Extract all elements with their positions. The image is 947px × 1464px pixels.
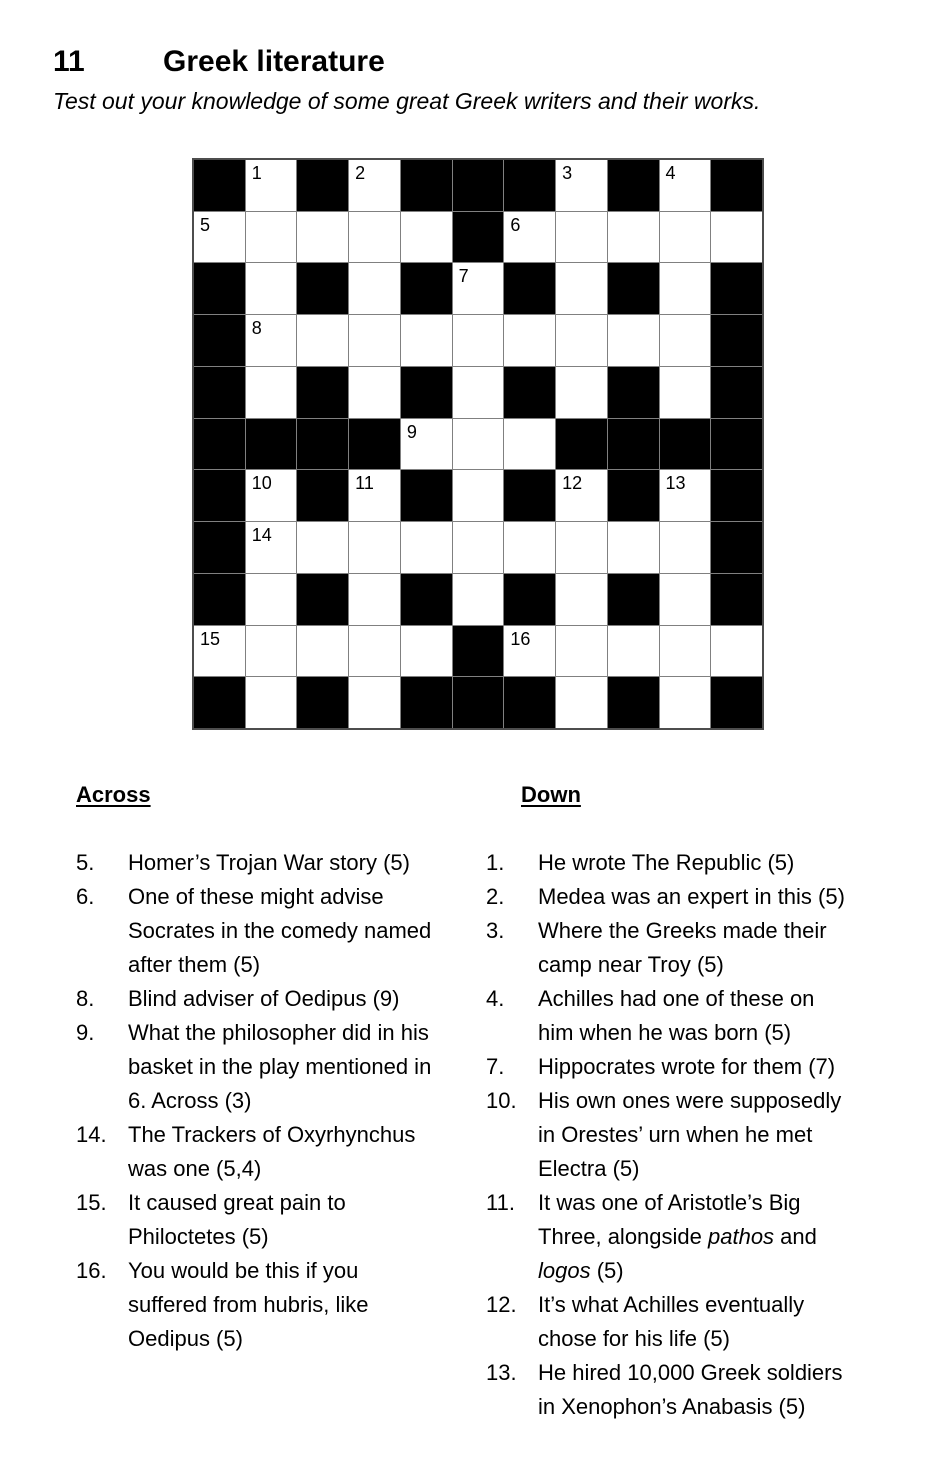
grid-cell[interactable] xyxy=(556,212,607,263)
grid-cell-black xyxy=(453,626,504,677)
clue-number: 1. xyxy=(486,850,505,875)
grid-cell-black xyxy=(608,574,659,625)
grid-cell[interactable] xyxy=(349,160,400,211)
grid-cell[interactable] xyxy=(556,574,607,625)
grid-cell[interactable] xyxy=(504,212,555,263)
grid-cell-black xyxy=(194,574,245,625)
grid-cell-black xyxy=(194,160,245,211)
clue-across-16 xyxy=(76,1254,431,1356)
grid-cell[interactable] xyxy=(711,626,762,677)
grid-cell-black xyxy=(660,419,711,470)
grid-cell-black xyxy=(711,574,762,625)
clue-text: Medea was an expert in this (5) xyxy=(538,884,845,909)
grid-cell-black xyxy=(401,470,452,521)
clue-text: Achilles had one of these on him when he was born (5) xyxy=(538,986,815,1045)
cell-number: 12 xyxy=(562,473,583,494)
cell-number: 1 xyxy=(251,163,262,183)
grid-cell[interactable] xyxy=(349,677,400,728)
page-subtitle: Test out your knowledge of some great Greek writers and their works. xyxy=(53,88,761,114)
grid-cell-black xyxy=(608,160,659,211)
grid-cell-black xyxy=(556,419,607,470)
clue-text: It caused great pain to Philoctetes (5) xyxy=(128,1190,346,1249)
clue-number: 11. xyxy=(486,1190,515,1215)
grid-cell-black xyxy=(194,419,245,470)
grid-cell[interactable] xyxy=(246,212,297,263)
grid-cell-black xyxy=(297,470,348,521)
grid-cell-black xyxy=(349,419,400,470)
grid-cell[interactable] xyxy=(608,212,659,263)
clue-across-15 xyxy=(76,1186,431,1254)
grid-cell[interactable] xyxy=(504,419,555,470)
clue-number: 8. xyxy=(76,986,95,1011)
clue-number: 15. xyxy=(76,1190,107,1215)
clue-number: 16. xyxy=(76,1258,107,1283)
clue-down-2 xyxy=(486,880,845,914)
grid-cell[interactable] xyxy=(504,522,555,573)
clue-down-3 xyxy=(486,914,845,982)
cell-number: 7 xyxy=(458,266,469,287)
clue-down-4 xyxy=(486,982,845,1050)
clue-text: You would be this if you suffered from hubris, like Oedipus (5) xyxy=(128,1258,369,1351)
clue-text: He wrote The Republic (5) xyxy=(538,850,795,875)
grid-cell[interactable] xyxy=(556,263,607,314)
grid-cell[interactable] xyxy=(453,470,504,521)
grid-cell[interactable] xyxy=(711,212,762,263)
clue-down-12 xyxy=(486,1288,845,1356)
grid-cell[interactable] xyxy=(246,522,297,573)
clue-down-11 xyxy=(486,1186,845,1288)
cell-number: 16 xyxy=(510,628,531,649)
grid-cell[interactable] xyxy=(660,574,711,625)
down-clues-section xyxy=(486,778,845,1424)
grid-cell-black xyxy=(453,160,504,211)
grid-cell[interactable] xyxy=(246,677,297,728)
grid-cell[interactable] xyxy=(608,315,659,366)
grid-cell[interactable] xyxy=(246,160,297,211)
grid-cell[interactable] xyxy=(297,212,348,263)
clue-text: Homer’s Trojan War story (5) xyxy=(128,850,410,875)
grid-cell[interactable] xyxy=(556,160,607,211)
across-clue-list xyxy=(76,846,431,1356)
grid-cell-black xyxy=(711,677,762,728)
clue-across-8 xyxy=(76,982,431,1016)
grid-cell-black xyxy=(194,315,245,366)
clue-number: 6. xyxy=(76,884,95,909)
cell-number: 5 xyxy=(200,214,211,235)
clue-down-10 xyxy=(486,1084,845,1186)
grid-cell[interactable] xyxy=(246,263,297,314)
clue-across-6 xyxy=(76,880,431,982)
cell-number: 6 xyxy=(510,214,521,235)
grid-cell[interactable] xyxy=(504,315,555,366)
grid-cell-black xyxy=(453,677,504,728)
grid-cell[interactable] xyxy=(660,160,711,211)
grid-cell[interactable] xyxy=(349,315,400,366)
grid-cell-black xyxy=(401,160,452,211)
grid-cell-black xyxy=(608,263,659,314)
grid-cell-black xyxy=(711,263,762,314)
clue-down-1 xyxy=(486,846,845,880)
cell-number: 8 xyxy=(251,318,262,339)
grid-cell[interactable] xyxy=(246,315,297,366)
cell-number: 15 xyxy=(200,628,221,649)
grid-cell-black xyxy=(401,263,452,314)
clue-number: 4. xyxy=(486,986,505,1011)
clue-number: 3. xyxy=(486,918,505,943)
crossword-grid xyxy=(192,158,764,730)
grid-cell[interactable] xyxy=(349,626,400,677)
grid-cell-black xyxy=(194,522,245,573)
grid-cell-black xyxy=(297,263,348,314)
clue-number: 14. xyxy=(76,1122,107,1147)
grid-cell[interactable] xyxy=(453,367,504,418)
grid-cell[interactable] xyxy=(401,315,452,366)
clue-across-5 xyxy=(76,846,431,880)
grid-cell-black xyxy=(608,470,659,521)
grid-cell-black xyxy=(401,367,452,418)
grid-cell-black xyxy=(608,367,659,418)
cell-number: 3 xyxy=(562,163,573,183)
grid-cell[interactable] xyxy=(401,419,452,470)
grid-cell-black xyxy=(194,470,245,521)
grid-cell[interactable] xyxy=(660,470,711,521)
clue-text: It was one of Aristotle’s Big Three, alongside pathos and logos (5) xyxy=(538,1190,817,1283)
clue-text: What the philosopher did in his basket in the play mentioned in 6. Across (3) xyxy=(128,1020,432,1113)
clue-number: 13. xyxy=(486,1360,517,1385)
grid-cell[interactable] xyxy=(401,626,452,677)
clue-across-9 xyxy=(76,1016,431,1118)
cell-number: 4 xyxy=(665,163,676,183)
grid-cell-black xyxy=(504,263,555,314)
grid-cell-black xyxy=(711,522,762,573)
grid-cell-black xyxy=(711,160,762,211)
grid-cell-black xyxy=(297,574,348,625)
grid-cell[interactable] xyxy=(297,626,348,677)
clue-number: 5. xyxy=(76,850,95,875)
cell-number: 14 xyxy=(251,525,272,546)
grid-cell-black xyxy=(246,419,297,470)
grid-cell-black xyxy=(194,367,245,418)
cell-number: 13 xyxy=(665,473,686,494)
grid-cell-black xyxy=(608,677,659,728)
grid-cell-black xyxy=(297,419,348,470)
grid-cell[interactable] xyxy=(608,522,659,573)
grid-cell[interactable] xyxy=(349,367,400,418)
cell-number: 2 xyxy=(355,163,366,183)
grid-cell[interactable] xyxy=(660,212,711,263)
grid-cell[interactable] xyxy=(660,626,711,677)
grid-cell[interactable] xyxy=(556,470,607,521)
grid-cell[interactable] xyxy=(246,470,297,521)
grid-cell[interactable] xyxy=(246,626,297,677)
clue-number: 9. xyxy=(76,1020,95,1045)
grid-cell[interactable] xyxy=(660,677,711,728)
grid-cell[interactable] xyxy=(349,574,400,625)
grid-cell[interactable] xyxy=(349,263,400,314)
grid-cell[interactable] xyxy=(556,626,607,677)
grid-cell-black xyxy=(297,367,348,418)
grid-cell[interactable] xyxy=(660,522,711,573)
grid-cell[interactable] xyxy=(246,367,297,418)
clue-text: One of these might advise Socrates in the comedy named after them (5) xyxy=(128,884,432,977)
grid-cell-black xyxy=(608,419,659,470)
clue-text: It’s what Achilles eventually chose for his life (5) xyxy=(538,1292,805,1351)
grid-cell-black xyxy=(711,470,762,521)
grid-cell[interactable] xyxy=(660,263,711,314)
clue-number: 10. xyxy=(486,1088,517,1113)
clue-down-13 xyxy=(486,1356,845,1424)
grid-cell-black xyxy=(504,470,555,521)
clue-text: He hired 10,000 Greek soldiers in Xenophon’s Anabasis (5) xyxy=(538,1360,843,1419)
grid-cell[interactable] xyxy=(556,677,607,728)
clue-across-14 xyxy=(76,1118,431,1186)
grid-cell[interactable] xyxy=(349,212,400,263)
grid-cell[interactable] xyxy=(556,522,607,573)
grid-cell-black xyxy=(711,367,762,418)
grid-cell[interactable] xyxy=(401,522,452,573)
grid-cell[interactable] xyxy=(504,626,555,677)
across-clues-section xyxy=(76,778,431,1356)
grid-cell-black xyxy=(297,677,348,728)
grid-cell-black xyxy=(297,160,348,211)
grid-cell[interactable] xyxy=(660,315,711,366)
clue-number: 12. xyxy=(486,1292,517,1317)
clue-text: Where the Greeks made their camp near Troy (5) xyxy=(538,918,827,977)
cell-number: 10 xyxy=(251,473,272,494)
grid-cell[interactable] xyxy=(453,419,504,470)
grid-cell-black xyxy=(194,263,245,314)
clue-number: 7. xyxy=(486,1054,505,1079)
grid-cell[interactable] xyxy=(660,367,711,418)
grid-cell-black xyxy=(504,367,555,418)
grid-cell-black xyxy=(194,677,245,728)
clue-text: Blind adviser of Oedipus (9) xyxy=(128,986,400,1011)
puzzle-title: Greek literature xyxy=(163,45,385,78)
grid-cell[interactable] xyxy=(556,315,607,366)
grid-cell-black xyxy=(711,315,762,366)
grid-cell[interactable] xyxy=(297,315,348,366)
grid-cell[interactable] xyxy=(349,470,400,521)
grid-cell[interactable] xyxy=(401,212,452,263)
grid-cell[interactable] xyxy=(453,522,504,573)
grid-cell-black xyxy=(401,677,452,728)
grid-cell-black xyxy=(504,160,555,211)
grid-cell[interactable] xyxy=(194,626,245,677)
grid-cell[interactable] xyxy=(194,212,245,263)
grid-cell[interactable] xyxy=(608,626,659,677)
cell-number: 9 xyxy=(406,421,417,442)
grid-cell[interactable] xyxy=(556,367,607,418)
down-heading: Down xyxy=(521,782,581,807)
grid-cell-black xyxy=(401,574,452,625)
clue-down-7 xyxy=(486,1050,845,1084)
down-clue-list xyxy=(486,846,845,1424)
across-heading: Across xyxy=(76,782,151,807)
clue-text: The Trackers of Oxyrhynchus was one (5,4) xyxy=(128,1122,416,1181)
grid-cell-black xyxy=(504,677,555,728)
grid-cell-black xyxy=(453,212,504,263)
puzzle-number: 11 xyxy=(53,45,85,78)
grid-cell[interactable] xyxy=(453,574,504,625)
grid-cell[interactable] xyxy=(246,574,297,625)
grid-cell[interactable] xyxy=(349,522,400,573)
grid-cell-black xyxy=(711,419,762,470)
clue-number: 2. xyxy=(486,884,505,909)
grid-cell-black xyxy=(504,574,555,625)
grid-cell[interactable] xyxy=(453,315,504,366)
clue-text: His own ones were supposedly in Orestes’ urn when he met Electra (5) xyxy=(538,1088,842,1181)
grid-cell[interactable] xyxy=(453,263,504,314)
cell-number: 11 xyxy=(355,473,374,494)
page-title xyxy=(53,44,385,80)
grid-cell[interactable] xyxy=(297,522,348,573)
clue-text: Hippocrates wrote for them (7) xyxy=(538,1054,836,1079)
